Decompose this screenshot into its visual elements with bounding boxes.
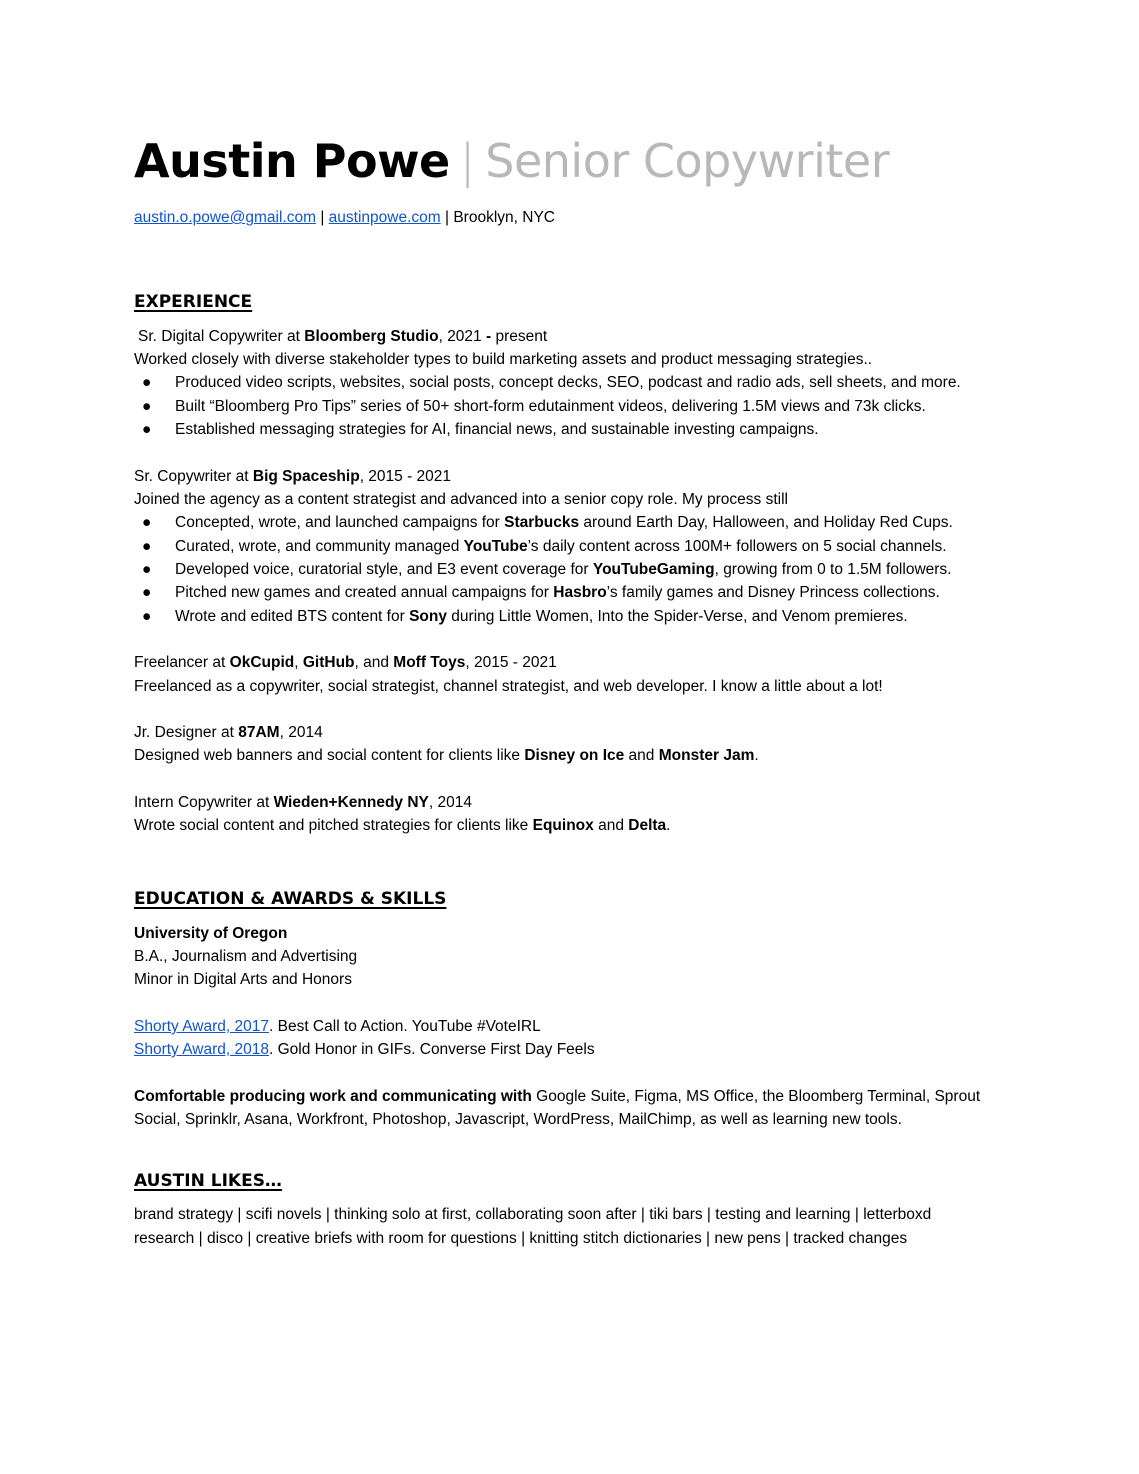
job-title-line: Jr. Designer at 87AM, 2014 [134, 724, 323, 741]
location: Brooklyn, NYC [453, 209, 555, 226]
job-title: Senior Copywriter [485, 134, 890, 188]
award-text: . Gold Honor in GIFs. Converse First Day Feels [269, 1041, 595, 1058]
email-link[interactable]: austin.o.powe@gmail.com [134, 209, 317, 226]
bullet-icon: ● [142, 398, 152, 415]
website-link[interactable]: austinpowe.com [328, 209, 441, 226]
likes-line: brand strategy | scifi novels | thinking solo at first, collaborating soon after | tiki bars | testing and learning | letterboxd [134, 1206, 932, 1223]
job-title-line [134, 468, 451, 486]
bullet-text: Wrote and edited BTS content for Sony during Little Women, Into the Spider-Verse, and Venom premieres. [175, 608, 908, 625]
candidate-name: Austin Powe [134, 134, 450, 188]
company-name: Bloomberg Studio [304, 328, 439, 345]
experience-heading: EXPERIENCE [134, 292, 253, 312]
likes-line: research | disco | creative briefs with room for questions | knitting stitch dictionaries | new pens | tracked changes [134, 1230, 908, 1247]
dates-text: present [491, 328, 548, 345]
skills-line [134, 1088, 980, 1106]
award-link[interactable]: Shorty Award, 2017 [134, 1018, 269, 1035]
job-summary: Wrote social content and pitched strategies for clients like Equinox and Delta. [134, 817, 671, 834]
job-summary: Designed web banners and social content for clients like Disney on Ice and Monster Jam. [134, 747, 759, 764]
dates-text: , 2021 [438, 328, 486, 345]
bullet-icon: ● [142, 514, 152, 531]
skills-text: Google Suite, Figma, MS Office, the Bloomberg Terminal, Sprout [531, 1088, 981, 1105]
degree: B.A., Journalism and Advertising [134, 948, 358, 965]
minor: Minor in Digital Arts and Honors [134, 971, 352, 988]
dates-dash: - [485, 328, 492, 345]
bullet-icon: ● [142, 538, 152, 555]
bullet-icon: ● [142, 421, 152, 438]
bullet-text: Pitched new games and created annual campaigns for Hasbro’s family games and Disney Princess collections. [175, 584, 940, 601]
school-name: University of Oregon [134, 925, 288, 942]
bullet-text: Established messaging strategies for AI, financial news, and sustainable investing campaigns. [175, 421, 819, 438]
company-name: Big Spaceship [252, 468, 360, 485]
bullet-text: Curated, wrote, and community managed YouTube’s daily content across 100M+ followers on 5 social channels. [175, 538, 947, 555]
award-link[interactable]: Shorty Award, 2018 [134, 1041, 269, 1058]
bullet-icon: ● [142, 608, 152, 625]
header [134, 134, 890, 188]
job-title-line: Freelancer at OkCupid, GitHub, and Moff Toys, 2015 - 2021 [134, 654, 557, 671]
bullet-icon: ● [142, 561, 152, 578]
role-text: Sr. Copywriter at [134, 468, 253, 485]
contact-separator: | [445, 209, 450, 226]
job-summary: Joined the agency as a content strategist and advanced into a senior copy role. My process still [134, 491, 788, 508]
job-title-line [138, 328, 547, 346]
job-summary: Worked closely with diverse stakeholder types to build marketing assets and product messaging strategies.. [134, 351, 873, 368]
title-separator: | [459, 134, 476, 188]
bullet-icon: ● [142, 374, 152, 391]
skills-line: Social, Sprinklr, Asana, Workfront, Photoshop, Javascript, WordPress, MailChimp, as well as learning new tools. [134, 1111, 902, 1128]
dates-text: , 2015 - 2021 [359, 468, 452, 485]
bullet-text: Built “Bloomberg Pro Tips” series of 50+ short-form edutainment videos, delivering 1.5M views and 73k clicks. [175, 398, 926, 415]
skills-label: Comfortable producing work and communicating with [134, 1088, 532, 1105]
contact-line [134, 209, 555, 227]
bullet-text: Produced video scripts, websites, social posts, concept decks, SEO, podcast and radio ads, sell sheets, and more. [175, 374, 961, 391]
award-text: . Best Call to Action. YouTube #VoteIRL [269, 1018, 541, 1035]
job-summary: Freelanced as a copywriter, social strategist, channel strategist, and web developer. I know a little about a lot! [134, 678, 883, 695]
role-text: Sr. Digital Copywriter at [138, 328, 305, 345]
award-item [134, 1041, 595, 1059]
bullet-icon: ● [142, 584, 152, 601]
likes-heading: AUSTIN LIKES… [134, 1171, 282, 1191]
award-item [134, 1018, 541, 1036]
education-heading: EDUCATION & AWARDS & SKILLS [134, 889, 447, 909]
job-title-line: Intern Copywriter at Wieden+Kennedy NY, 2014 [134, 794, 472, 811]
bullet-text: Concepted, wrote, and launched campaigns for Starbucks around Earth Day, Halloween, and Holiday Red Cups. [175, 514, 953, 531]
bullet-text: Developed voice, curatorial style, and E3 event coverage for YouTubeGaming, growing from 0 to 1.5M followers. [175, 561, 952, 578]
contact-separator: | [320, 209, 325, 226]
